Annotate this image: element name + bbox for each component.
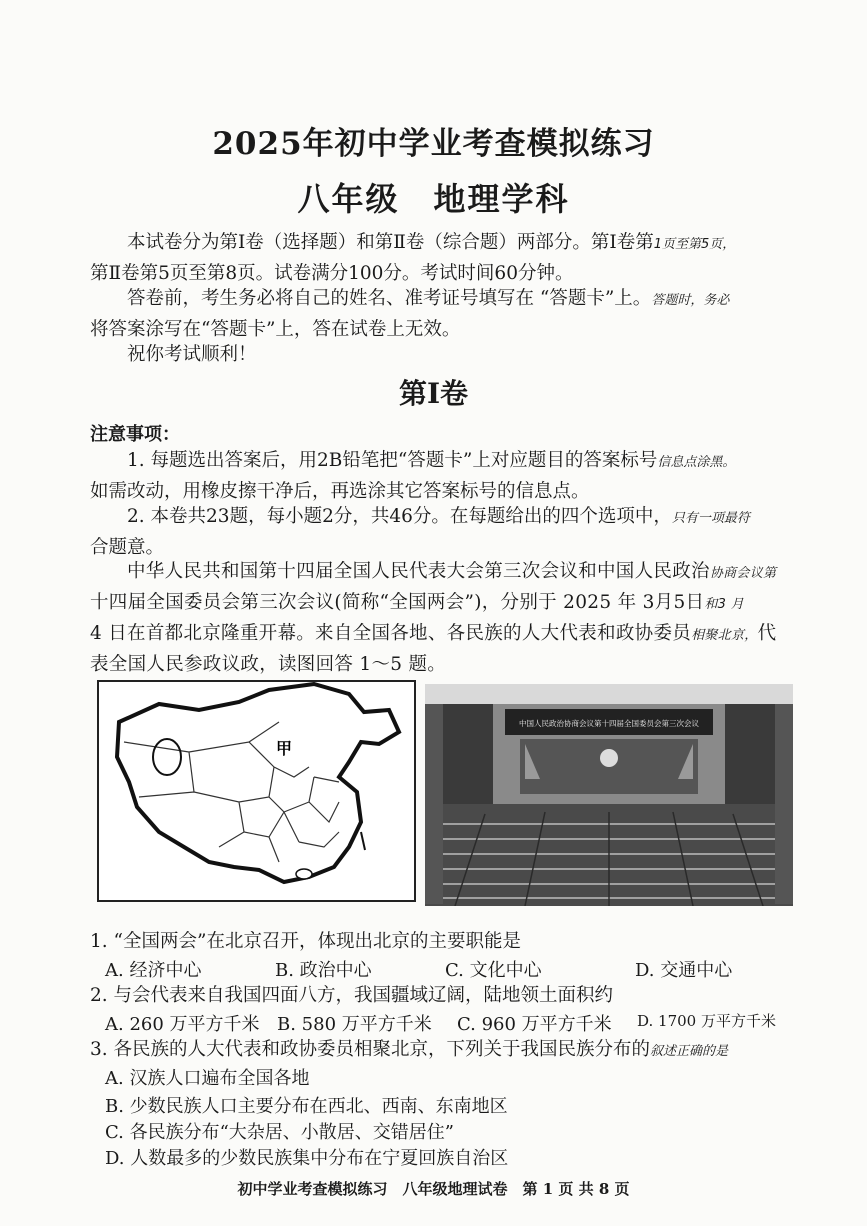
handwritten-note: 1页至第5页， — [653, 237, 736, 252]
exam-subtitle: 八年级 地理学科 — [297, 180, 570, 218]
assembly-hall-illustration — [425, 684, 793, 906]
handwritten-note: 只有一项最符 — [671, 511, 750, 526]
option-d: D. 1700 万平方千米 — [637, 1012, 776, 1030]
notice-text: 1. 每题选出答案后，用2B铅笔把“答题卡”上对应题目的答案标号 — [127, 450, 658, 471]
stage-banner: 中国人民政治协商会议第十四届全国委员会第三次会议 — [519, 719, 699, 728]
question-1-stem: 1. “全国两会”在北京召开，体现出北京的主要职能是 — [90, 931, 521, 952]
handwritten-note: 和3 月 — [704, 597, 744, 612]
question-3-option-b: B. 少数民族人口主要分布在西北、西南、东南地区 — [105, 1096, 508, 1117]
handwritten-note: 叙述正确的是 — [650, 1044, 729, 1059]
province-borders — [124, 722, 339, 862]
region-circle — [153, 739, 181, 775]
map-label: 甲 — [276, 739, 293, 758]
figure-row — [97, 680, 797, 910]
volume-title: 第Ⅰ卷 — [398, 377, 469, 410]
intro-paragraph-1 — [90, 228, 795, 288]
option-c: C. 960 万平方千米 — [457, 1014, 612, 1035]
question-text: 3. 各民族的人大代表和政协委员相聚北京，下列关于我国民族分布的 — [90, 1039, 651, 1060]
intro-text: 本试卷分为第Ⅰ卷（选择题）和第Ⅱ卷（综合题）两部分。第Ⅰ卷第 — [127, 232, 654, 253]
notice-item-2 — [90, 502, 795, 562]
notice-text: 如需改动，用橡皮擦干净后，再选涂其它答案标号的信息点。 — [90, 481, 590, 502]
handwritten-note: 相聚北京， — [691, 628, 758, 643]
notice-item-1 — [90, 446, 795, 506]
question-3-stem — [90, 1036, 810, 1065]
passage-text: 代 — [757, 623, 777, 644]
national-emblem-icon — [600, 749, 618, 767]
question-3-option-c: C. 各民族分布“大杂居、小散居、交错居住” — [105, 1122, 454, 1143]
notice-heading: 注意事项： — [90, 424, 180, 445]
notice-text: 2. 本卷共23题，每小题2分，共46分。在每题给出的四个选项中， — [127, 506, 672, 527]
exam-title: 2025年初中学业考查模拟练习 — [212, 126, 655, 162]
taiwan-island — [361, 832, 365, 850]
passage-text: 表全国人民参政议政，读图回答 1～5 题。 — [90, 654, 447, 675]
option-b: B. 580 万平方千米 — [277, 1014, 432, 1035]
question-3-option-d: D. 人数最多的少数民族集中分布在宁夏回族自治区 — [105, 1148, 509, 1169]
intro-text: 答卷前，考生务必将自己的姓名、准考证号填写在 “答题卡”上。 — [127, 288, 652, 309]
option-d: D. 交通中心 — [635, 960, 733, 981]
reading-passage — [90, 557, 795, 679]
national-border — [117, 684, 399, 882]
intro-text: 将答案涂写在“答题卡”上，答在试卷上无效。 — [90, 319, 461, 340]
hainan-island — [296, 869, 312, 879]
page-footer: 初中学业考查模拟练习 八年级地理试卷 第 1 页 共 8 页 — [237, 1180, 630, 1198]
option-b: B. 政治中心 — [275, 960, 372, 981]
china-map-figure — [97, 680, 416, 902]
option-a: A. 经济中心 — [105, 960, 202, 981]
intro-paragraph-2 — [90, 284, 795, 344]
intro-text: 第Ⅱ卷第5页至第8页。试卷满分100分。考试时间60分钟。 — [90, 263, 574, 284]
handwritten-note: 答题时，务必 — [651, 293, 730, 308]
question-3-option-a: A. 汉族人口遍布全国各地 — [105, 1068, 310, 1089]
passage-text: 十四届全国委员会第三次会议(简称“全国两会”)，分别于 2025 年 3月5日 — [90, 592, 705, 613]
notice-text: 合题意。 — [90, 537, 165, 558]
option-c: C. 文化中心 — [445, 960, 542, 981]
china-outline-map — [99, 682, 414, 900]
handwritten-note: 信息点涂黑。 — [657, 455, 736, 470]
great-hall-photo — [425, 684, 793, 906]
option-a: A. 260 万平方千米 — [105, 1014, 260, 1035]
handwritten-note: 协商会议第 — [709, 566, 777, 581]
intro-paragraph-3: 祝你考试顺利！ — [127, 344, 257, 365]
passage-text: 4 日在首都北京隆重开幕。来自全国各地、各民族的人大代表和政协委员 — [90, 623, 692, 644]
question-2-stem: 2. 与会代表来自我国四面八方，我国疆域辽阔，陆地领土面积约 — [90, 985, 614, 1006]
passage-text: 中华人民共和国第十四届全国人民代表大会第三次会议和中国人民政治 — [127, 561, 710, 582]
